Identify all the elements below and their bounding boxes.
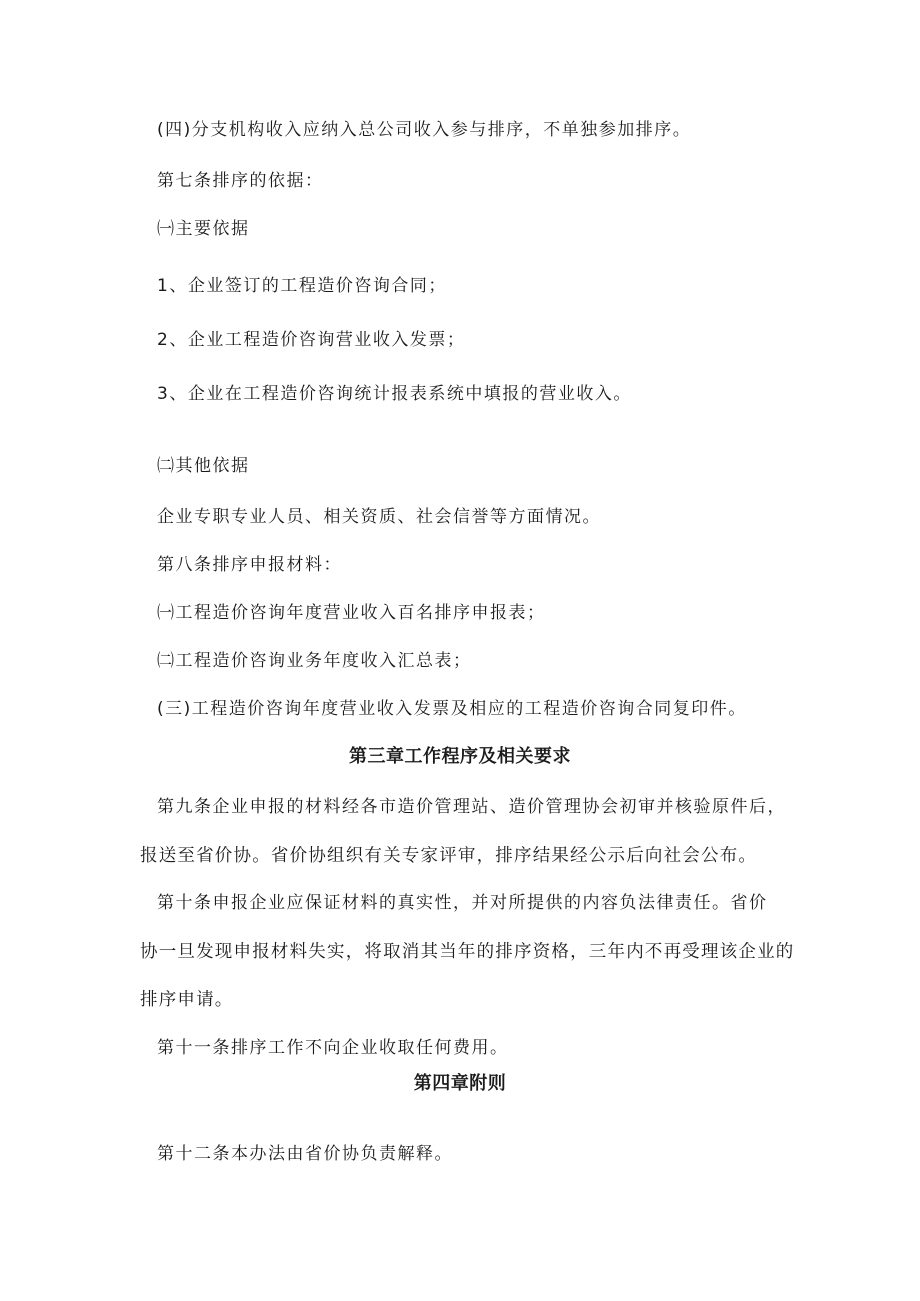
article-9-line-2: 报送至省价协。省价协组织有关专家评审，排序结果经公示后向社会公布。 <box>140 846 758 866</box>
chapter-4-title: 第四章附则 <box>413 1073 507 1094</box>
article-10-line-2: 协一旦发现申报材料失实，将取消其当年的排序资格，三年内不再受理该企业的 <box>140 942 795 962</box>
article-8-heading: 第八条排序申报材料： <box>157 555 342 575</box>
basis-item-1: 1、企业签订的工程造价咨询合同； <box>157 276 447 296</box>
main-basis-heading: ㈠主要依据 <box>157 219 250 239</box>
basis-item-3: 3、企业在工程造价咨询统计报表系统中填报的营业收入。 <box>157 384 632 404</box>
article-11: 第十一条排序工作不向企业收取任何费用。 <box>157 1038 509 1058</box>
material-item-2: ㈡工程造价咨询业务年度收入汇总表； <box>157 651 472 671</box>
material-item-3: (三)工程造价咨询年度营业收入发票及相应的工程造价咨询合同复印件。 <box>157 699 747 719</box>
other-basis-heading: ㈡其他依据 <box>157 456 250 476</box>
chapter-3-title: 第三章工作程序及相关要求 <box>349 746 571 767</box>
article-10-line-3: 排序申请。 <box>140 990 234 1010</box>
other-basis-text: 企业专职专业人员、相关资质、社会信誉等方面情况。 <box>157 507 601 527</box>
article-10-line-1: 第十条申报企业应保证材料的真实性，并对所提供的内容负法律责任。省价 <box>157 893 768 913</box>
basis-item-2: 2、企业工程造价咨询营业收入发票； <box>157 330 466 350</box>
paragraph-branch-income: (四)分支机构收入应纳入总公司收入参与排序，不单独参加排序。 <box>157 120 692 140</box>
material-item-1: ㈠工程造价咨询年度营业收入百名排序申报表； <box>157 603 546 623</box>
article-7-heading: 第七条排序的依据： <box>157 171 324 191</box>
article-12: 第十二条本办法由省价协负责解释。 <box>157 1144 453 1164</box>
article-9-line-1: 第九条企业申报的材料经各市造价管理站、造价管理协会初审并核验原件后， <box>157 797 786 817</box>
